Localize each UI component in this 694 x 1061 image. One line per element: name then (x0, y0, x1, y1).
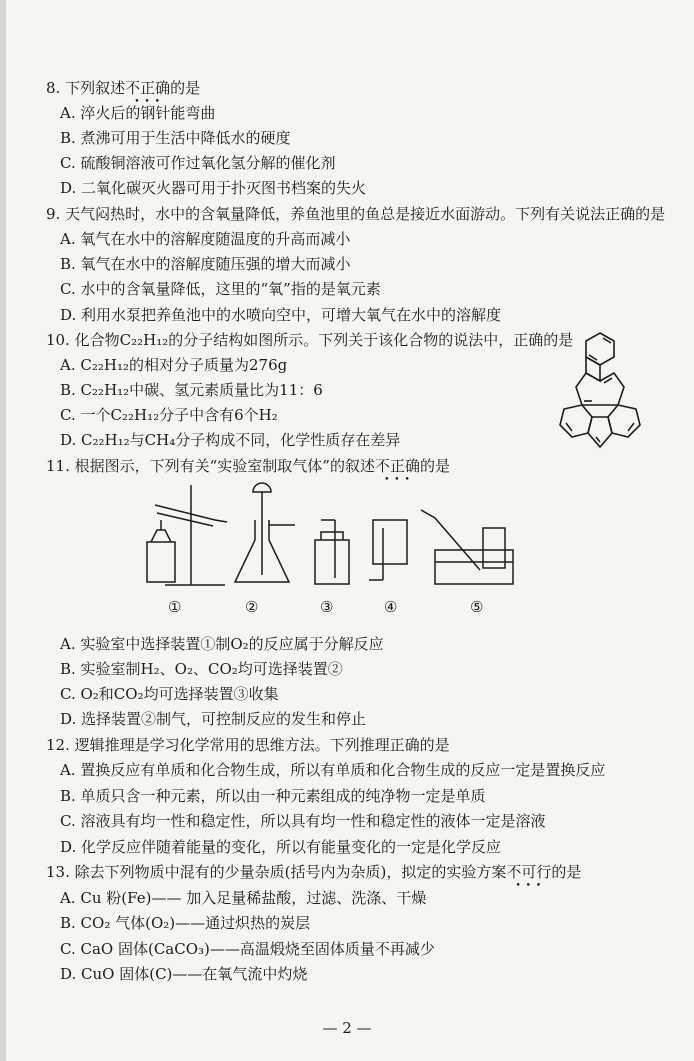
question-9-option-c: C. 水中的含氧量降低，这里的“氧”指的是氧元素 (60, 280, 381, 298)
question-10-option-c: C. 一个C₂₂H₁₂分子中含有6个H₂ (60, 406, 278, 424)
question-13-option-a: A. Cu 粉(Fe)—— 加入足量稀盐酸，过滤、洗涤、干燥 (60, 889, 427, 907)
question-8-option-b: B. 煮沸可用于生活中降低水的硬度 (60, 129, 291, 147)
page-number: — 2 — (322, 1019, 372, 1037)
binding-edge (0, 0, 6, 1061)
question-8-option-c: C. 硫酸铜溶液可作过氧化氢分解的催化剂 (60, 154, 336, 172)
question-13-stem: 13. 除去下列物质中混有的少量杂质(括号内为杂质)，拟定的实验方案不可行 • • •的是 (46, 862, 581, 882)
apparatus-label-3: ③ (320, 598, 334, 616)
question-9-option-d: D. 利用水泵把养鱼池中的水喷向空中，可增大氧气在水中的溶解度 (60, 306, 502, 324)
question-12-option-c: C. 溶液具有均一性和稳定性，所以具有均一性和稳定性的液体一定是溶液 (60, 812, 546, 830)
question-12-option-d: D. 化学反应伴随着能量的变化，所以有能量变化的一定是化学反应 (60, 838, 502, 856)
question-9-stem: 9. 天气闷热时，水中的含氧量降低，养鱼池里的鱼总是接近水面游动。下列有关说法正确的是 (46, 205, 666, 223)
question-8-option-a: A. 淬火后的钢针能弯曲 (60, 104, 216, 122)
emphasis-mark: 不正确 • • • (125, 78, 170, 98)
question-9-option-b: B. 氧气在水中的溶解度随压强的增大而减小 (60, 255, 351, 273)
emphasis-mark: 不正确 • • • (375, 456, 420, 476)
apparatus-label-1: ① (168, 598, 182, 616)
question-11-stem: 11. 根据图示，下列有关“实验室制取气体”的叙述不正确 • • •的是 (46, 456, 450, 476)
question-13-option-b: B. CO₂ 气体(O₂)——通过炽热的炭层 (60, 914, 311, 932)
question-12-option-a: A. 置换反应有单质和化合物生成，所以有单质和化合物生成的反应一定是置换反应 (60, 761, 606, 779)
question-13-option-c: C. CaO 固体(CaCO₃)——高温煅烧至固体质量不再减少 (60, 940, 435, 958)
apparatus-label-5: ⑤ (470, 598, 484, 616)
question-10-option-d: D. C₂₂H₁₂与CH₄分子构成不同，化学性质存在差异 (60, 431, 401, 449)
question-13-option-d: D. CuO 固体(C)——在氧气流中灼烧 (60, 965, 308, 983)
question-11-option-d: D. 选择装置②制气，可控制反应的发生和停止 (60, 710, 367, 728)
question-10-stem: 10. 化合物C₂₂H₁₂的分子结构如图所示。下列关于该化合物的说法中，正确的是 (46, 331, 574, 349)
emphasis-mark: 不可行 • • • (506, 862, 551, 882)
question-11-option-a: A. 实验室中选择装置①制O₂的反应属于分解反应 (60, 635, 384, 653)
question-11-option-b: B. 实验室制H₂、O₂、CO₂均可选择装置② (60, 660, 343, 678)
apparatus-label-4: ④ (384, 598, 398, 616)
question-9-option-a: A. 氧气在水中的溶解度随温度的升高而减小 (60, 230, 351, 248)
question-12-option-b: B. 单质只含一种元素，所以由一种元素组成的纯净物一定是单质 (60, 787, 486, 805)
molecule-structure-diagram (548, 325, 652, 465)
apparatus-label-2: ② (245, 598, 259, 616)
question-11-option-c: C. O₂和CO₂均可选择装置③收集 (60, 685, 279, 703)
question-8-stem: 8. 下列叙述不正确 • • •的是 (46, 78, 200, 98)
question-12-stem: 12. 逻辑推理是学习化学常用的思维方法。下列推理正确的是 (46, 736, 450, 754)
question-10-option-b: B. C₂₂H₁₂中碳、氢元素质量比为11：6 (60, 381, 323, 399)
question-8-option-d: D. 二氧化碳灭火器可用于扑灭图书档案的失火 (60, 179, 367, 197)
question-10-option-a: A. C₂₂H₁₂的相对分子质量为276g (60, 356, 288, 374)
